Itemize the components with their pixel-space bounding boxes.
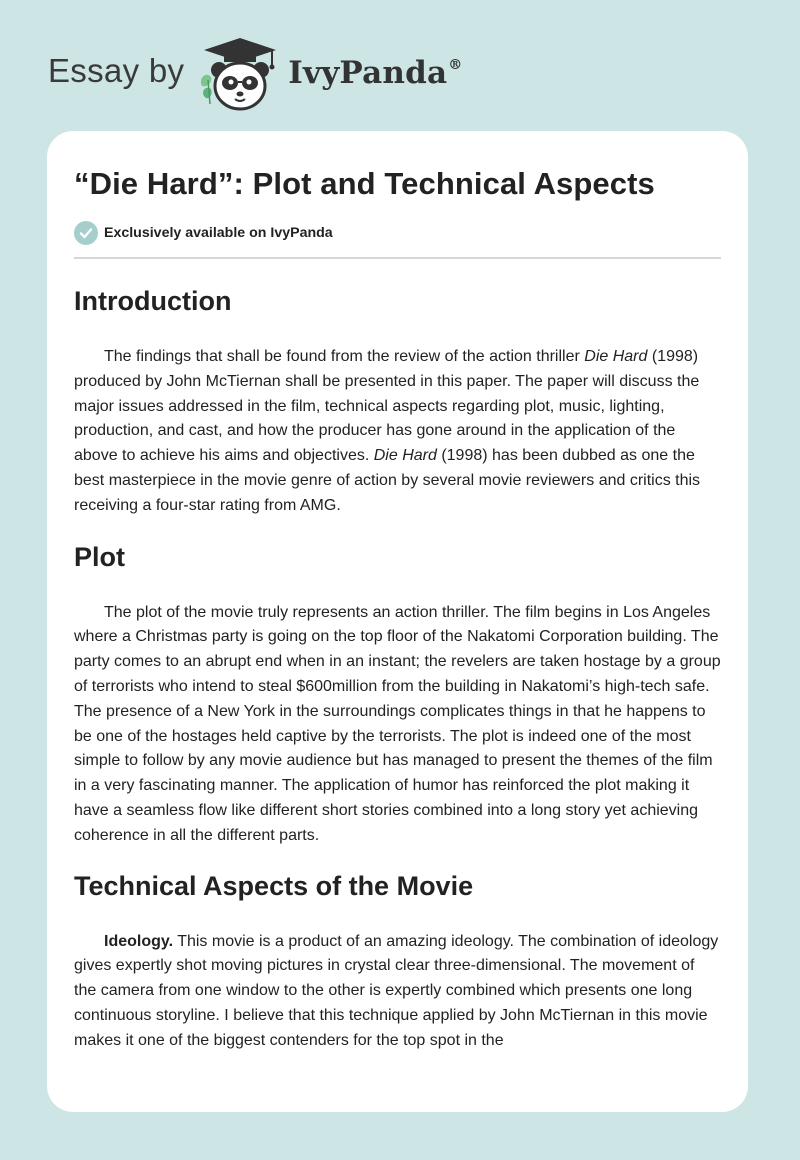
- ideology-lead: Ideology.: [104, 932, 174, 950]
- registered-mark: ®: [448, 57, 463, 73]
- site-header: [48, 34, 463, 114]
- essay-by-label: Essay by: [48, 52, 185, 89]
- divider: [74, 257, 721, 259]
- paragraph-plot: The plot of the movie truly represents an action thriller. The film begins in Los Angeles where a Christmas party is going on the top floor of the Nakatomi Corporation building. The party comes to an abrupt end when in an instant; the revelers are taken hostage by a group of terrorists who intend to steal $600million from the building in Nakatomi’s high-tech safe. The presence of a New York in the surroundings complicates things in that he happens to be one of the hostages held captive by the terrorists. The plot is indeed one of the most simple to follow by any movie audience but has managed to present the themes of the film in a very fascinating manner. The application of humor has reinforced the plot making it have a seamless flow like different short stories combined into a long story yet achieving coherence in all the different parts.: [74, 603, 721, 844]
- page-title: “Die Hard”: Plot and Technical Aspects: [74, 166, 655, 201]
- film-title: Die Hard: [373, 447, 437, 465]
- exclusive-badge: [74, 220, 721, 246]
- ivypanda-logo[interactable]: [196, 36, 462, 112]
- panda-mascot-icon: [196, 36, 280, 112]
- paragraph-introduction: The findings that shall be found from the review of the action thriller Die Hard (1998) produced by John McTiernan shall be presented in this paper. The paper will discuss the major issues addressed in the film, technical aspects regarding plot, music, lighting, production, and cast, and how the producer has gone around in the application of the above to achieve his aims and objectives. Die Hard (1998) has been dubbed as one the best masterpiece in the movie genre of action by several movie reviewers and critics this receiving a four-star rating from AMG.: [74, 348, 701, 514]
- essay-card: [47, 131, 748, 1112]
- paragraph-ideology: Ideology. This movie is a product of an amazing ideology. The combination of ideology gives expertly shot moving pictures in crystal clear three-dimensional. The movement of the camera from one window to the other is expertly combined which presents one long continuous storyline. I believe that this technique applied by John McTiernan in this movie makes it one of the biggest contenders for the top spot in the: [74, 932, 719, 1049]
- film-title: Die Hard: [584, 348, 648, 365]
- section-heading-introduction: Introduction: [74, 286, 232, 316]
- checkmark-icon: [74, 221, 98, 245]
- brand-name: IvyPanda®: [288, 55, 463, 91]
- exclusive-label: Exclusively available on IvyPanda: [104, 225, 333, 241]
- section-heading-plot: Plot: [74, 541, 125, 572]
- section-heading-technical-aspects: Technical Aspects of the Movie: [74, 870, 474, 901]
